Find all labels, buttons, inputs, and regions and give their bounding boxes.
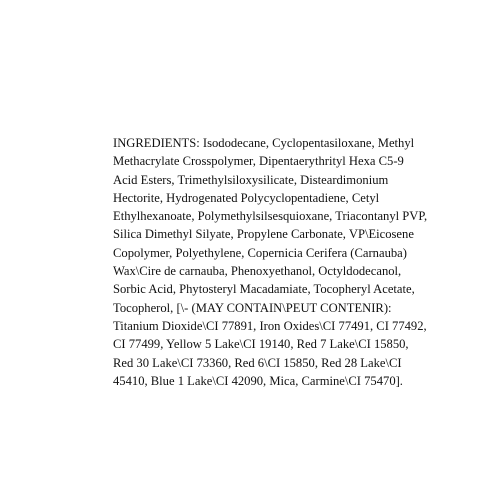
ingredients-line: Copolymer, Polyethylene, Copernicia Cerifera (Carnauba) bbox=[113, 245, 407, 260]
ingredients-line: Methacrylate Crosspolymer, Dipentaerythrityl Hexa C5-9 bbox=[113, 154, 404, 169]
ingredients-list bbox=[113, 134, 453, 390]
ingredients-line: Acid Esters, Trimethylsiloxysilicate, Disteardimonium bbox=[113, 172, 389, 187]
ingredients-line: Titanium Dioxide\CI 77891, Iron Oxides\CI 77491, CI 77492, bbox=[113, 318, 427, 333]
ingredients-line: Sorbic Acid, Phytosteryl Macadamiate, Tocopheryl Acetate, bbox=[113, 282, 415, 297]
ingredients-line: Tocopherol, [\- (MAY CONTAIN\PEUT CONTENIR): bbox=[113, 300, 392, 315]
ingredients-line: 45410, Blue 1 Lake\CI 42090, Mica, Carmine\CI 75470]. bbox=[113, 373, 403, 388]
ingredients-line: Silica Dimethyl Silyate, Propylene Carbonate, VP\Eicosene bbox=[113, 227, 414, 242]
ingredients-line: Hectorite, Hydrogenated Polycyclopentadiene, Cetyl bbox=[113, 190, 380, 205]
ingredients-line: Red 30 Lake\CI 73360, Red 6\CI 15850, Red 28 Lake\CI bbox=[113, 355, 402, 370]
ingredients-line: Ethylhexanoate, Polymethylsilsesquioxane, Triacontanyl PVP, bbox=[113, 209, 428, 224]
ingredients-line: INGREDIENTS: Isododecane, Cyclopentasiloxane, Methyl bbox=[113, 136, 415, 150]
ingredients-line: CI 77499, Yellow 5 Lake\CI 19140, Red 7 Lake\CI 15850, bbox=[113, 337, 409, 352]
ingredients-line: Wax\Cire de carnauba, Phenoxyethanol, Octyldodecanol, bbox=[113, 264, 402, 279]
